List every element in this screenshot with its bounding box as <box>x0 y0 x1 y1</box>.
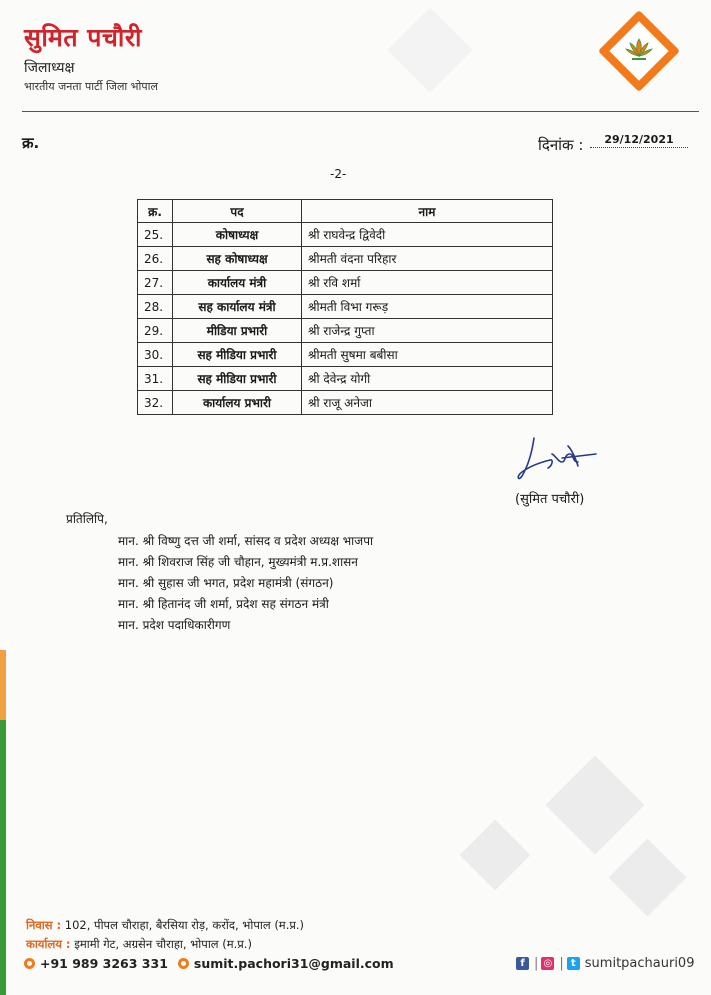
watermark-shape <box>460 820 531 891</box>
footer-contact <box>24 956 394 971</box>
table-row <box>138 271 553 295</box>
table-header-row <box>138 200 553 223</box>
row-name: श्रीमती विभा गरूड़ <box>302 295 553 319</box>
row-number: 31. <box>138 367 173 391</box>
letterhead-designation: जिलाध्यक्ष <box>24 60 75 76</box>
phone-icon <box>24 958 35 969</box>
signatory-name: (सुमित पचौरी) <box>515 492 585 507</box>
table-row <box>138 319 553 343</box>
letterhead-organization: भारतीय जनता पार्टी जिला भोपाल <box>24 80 158 93</box>
row-name: श्री राघवेन्द्र द्विवेदी <box>302 223 553 247</box>
residence-address: 102, पीपल चौराहा, बैरसिया रोड़, करोंद, भोपाल (म.प्र.) <box>64 918 305 932</box>
row-number: 26. <box>138 247 173 271</box>
list-item: मान. श्री सुहास जी भगत, प्रदेश महामंत्री (संगठन) <box>118 576 334 590</box>
copy-to-label: प्रतिलिपि, <box>66 512 108 526</box>
email-icon <box>178 958 189 969</box>
row-number: 27. <box>138 271 173 295</box>
tricolour-strip-saffron <box>0 650 6 720</box>
lotus-icon <box>620 32 658 70</box>
letterhead-name: सुमित पचौरी <box>24 23 143 52</box>
row-post: सह कार्यालय मंत्री <box>173 295 302 319</box>
row-post: सह कोषाध्यक्ष <box>173 247 302 271</box>
table-row <box>138 343 553 367</box>
email-address[interactable]: sumit.pachori31@gmail.com <box>193 956 394 971</box>
list-item: मान. श्री हितानंद जी शर्मा, प्रदेश सह संगठन मंत्री <box>118 597 329 611</box>
row-name: श्री रवि शर्मा <box>302 271 553 295</box>
facebook-icon[interactable]: f <box>516 957 529 970</box>
list-item: मान. श्री विष्णु दत्त जी शर्मा, सांसद व प्रदेश अध्यक्ष भाजपा <box>118 534 374 548</box>
social-handle[interactable]: sumitpachauri09 <box>584 956 695 971</box>
row-post: कार्यालय प्रभारी <box>173 391 302 415</box>
row-number: 32. <box>138 391 173 415</box>
phone-number[interactable]: +91 989 3263 331 <box>40 956 168 971</box>
table-row <box>138 391 553 415</box>
twitter-icon[interactable]: t <box>567 957 580 970</box>
list-item: मान. प्रदेश पदाधिकारीगण <box>118 618 231 632</box>
row-name: श्री राजू अनेजा <box>302 391 553 415</box>
office-label: कार्यालय : <box>26 937 71 951</box>
social-links <box>516 956 694 971</box>
row-name: श्रीमती वंदना परिहार <box>302 247 553 271</box>
row-name: श्रीमती सुषमा बबीसा <box>302 343 553 367</box>
table-row <box>138 223 553 247</box>
row-number: 25. <box>138 223 173 247</box>
office-address: इमामी गेट, अग्रसेन चौराहा, भोपाल (म.प्र.) <box>74 937 252 951</box>
row-name: श्री राजेन्द्र गुप्ता <box>302 319 553 343</box>
residence-label: निवास : <box>26 918 62 932</box>
bjp-lotus-logo <box>600 12 678 90</box>
page-number: -2- <box>330 167 347 181</box>
row-number: 30. <box>138 343 173 367</box>
row-post: मीडिया प्रभारी <box>173 319 302 343</box>
table-row <box>138 295 553 319</box>
copy-to-list <box>118 531 373 636</box>
footer-residence <box>26 918 304 933</box>
column-header-post: पद <box>173 200 302 223</box>
date-label: दिनांक : <box>538 136 584 154</box>
date-value: 29/12/2021 <box>590 133 688 148</box>
column-header-name: नाम <box>302 200 553 223</box>
watermark-shape <box>609 839 687 917</box>
row-number: 28. <box>138 295 173 319</box>
column-header-number: क्र. <box>138 200 173 223</box>
row-post: सह मीडिया प्रभारी <box>173 367 302 391</box>
row-post: कार्यालय मंत्री <box>173 271 302 295</box>
row-number: 29. <box>138 319 173 343</box>
reference-label: क्र. <box>22 134 40 152</box>
table-row <box>138 247 553 271</box>
row-post: कोषाध्यक्ष <box>173 223 302 247</box>
instagram-icon[interactable]: ◎ <box>541 957 554 970</box>
table-row <box>138 367 553 391</box>
separator: | <box>534 956 539 971</box>
row-name: श्री देवेन्द्र योगी <box>302 367 553 391</box>
tricolour-strip-green <box>0 720 6 995</box>
separator: | <box>559 956 564 971</box>
footer-office <box>26 937 252 952</box>
office-bearers-table <box>137 199 553 415</box>
handwritten-signature <box>512 432 602 487</box>
header-divider <box>22 111 699 112</box>
row-post: सह मीडिया प्रभारी <box>173 343 302 367</box>
watermark-shape <box>388 8 473 93</box>
watermark-shape <box>546 756 645 855</box>
list-item: मान. श्री शिवराज सिंह जी चौहान, मुख्यमंत्री म.प्र.शासन <box>118 555 358 569</box>
